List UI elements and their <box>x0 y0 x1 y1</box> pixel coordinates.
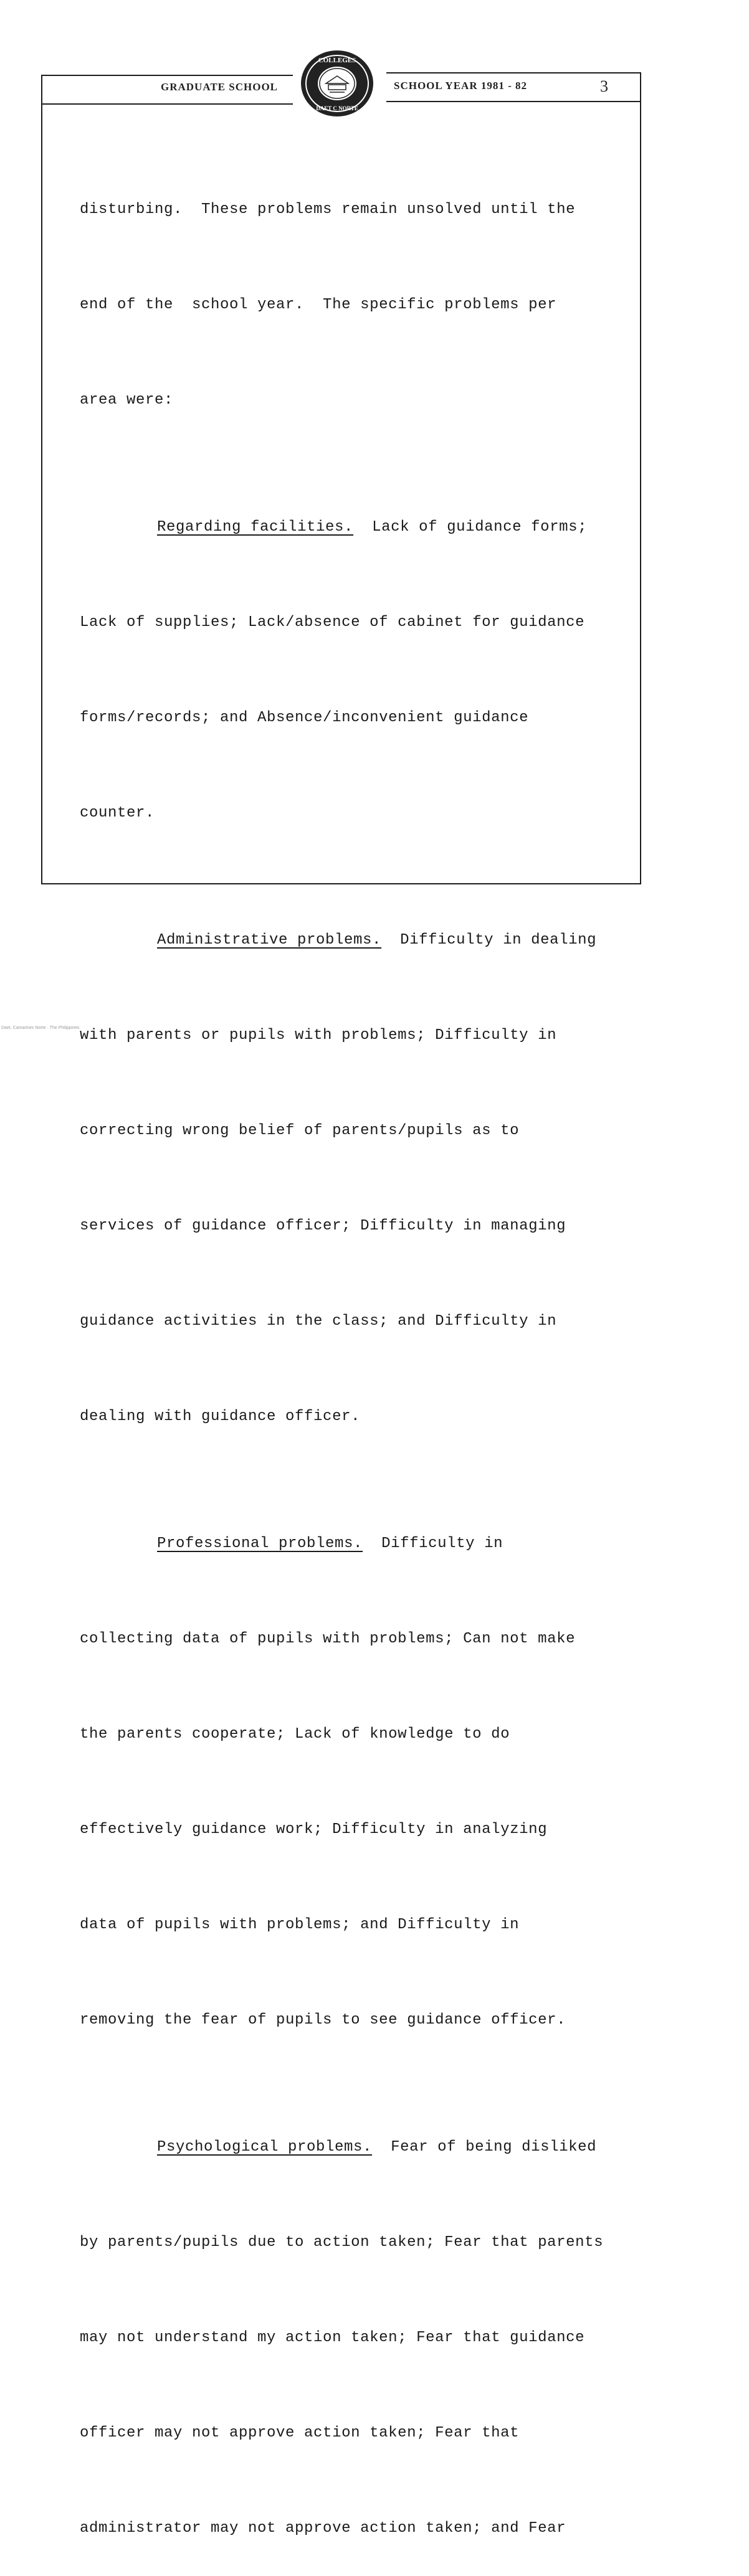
heading-administrative-problems: Administrative problems. <box>157 932 382 949</box>
header-graduate-school: GRADUATE SCHOOL <box>161 81 279 93</box>
body-line: officer may not approve action taken; Fear that <box>80 2425 520 2441</box>
paragraph-facilities-first-line <box>80 511 641 543</box>
body-line: the parents cooperate; Lack of knowledge to do <box>80 1726 510 1743</box>
paragraph-administrative-first-line <box>80 924 641 956</box>
heading-professional-problems: Professional problems. <box>157 1535 363 1552</box>
body-text-run: Lack of guidance forms; <box>353 519 588 536</box>
body-line: area were: <box>80 392 174 409</box>
body-line: guidance activities in the class; and Difficulty in <box>80 1313 557 1330</box>
paragraph-professional-first-line <box>80 1528 641 1560</box>
frame-header-left-underline <box>42 103 293 105</box>
frame-top-right-line <box>386 72 641 73</box>
body-line: services of guidance officer; Difficulty in managing <box>80 1218 566 1234</box>
page-number: 3 <box>600 77 608 95</box>
body-line: effectively guidance work; Difficulty in analyzing <box>80 1821 548 1838</box>
body-line: disturbing. These problems remain unsolved until the <box>80 201 576 218</box>
heading-psychological-problems: Psychological problems. <box>157 2139 373 2156</box>
body-line: may not understand my action taken; Fear that guidance <box>80 2329 585 2346</box>
body-line: data of pupils with problems; and Difficulty in <box>80 1916 520 1933</box>
body-line: collecting data of pupils with problems; Can not make <box>80 1631 576 1647</box>
body-text-run: Difficulty in dealing <box>381 932 597 949</box>
body-text-run: Fear of being disliked <box>372 2139 597 2156</box>
body-line: dealing with guidance officer. <box>80 1408 361 1425</box>
body-line: Lack of supplies; Lack/absence of cabinet for guidance <box>80 614 585 631</box>
body-line: by parents/pupils due to action taken; Fear that parents <box>80 2234 604 2251</box>
frame-left-line <box>41 75 42 884</box>
svg-text:COLLEGES: COLLEGES <box>318 57 356 64</box>
body-line: with parents or pupils with problems; Difficulty in <box>80 1027 557 1044</box>
paragraph-psychological-first-line <box>80 2131 641 2163</box>
document-body <box>80 130 641 2576</box>
body-line: correcting wrong belief of parents/pupils as to <box>80 1122 520 1139</box>
frame-header-right-underline <box>386 101 641 102</box>
header-school-year: SCHOOL YEAR 1981 - 82 <box>394 80 528 92</box>
body-line: removing the fear of pupils to see guidance officer. <box>80 2012 566 2029</box>
college-seal-icon <box>298 49 376 118</box>
body-text-run: Difficulty in <box>363 1535 503 1552</box>
body-line: administrator may not approve action taken; and Fear <box>80 2520 566 2537</box>
frame-top-left-line <box>42 75 293 76</box>
scan-footer-note: Daet, Camarines Norte · The Philippines <box>1 1026 80 1030</box>
body-line: end of the school year. The specific problems per <box>80 296 557 313</box>
body-line: forms/records; and Absence/inconvenient guidance <box>80 709 529 726</box>
svg-text:DAET C NORTE: DAET C NORTE <box>316 105 358 111</box>
body-line: counter. <box>80 805 155 822</box>
heading-regarding-facilities: Regarding facilities. <box>157 519 354 536</box>
